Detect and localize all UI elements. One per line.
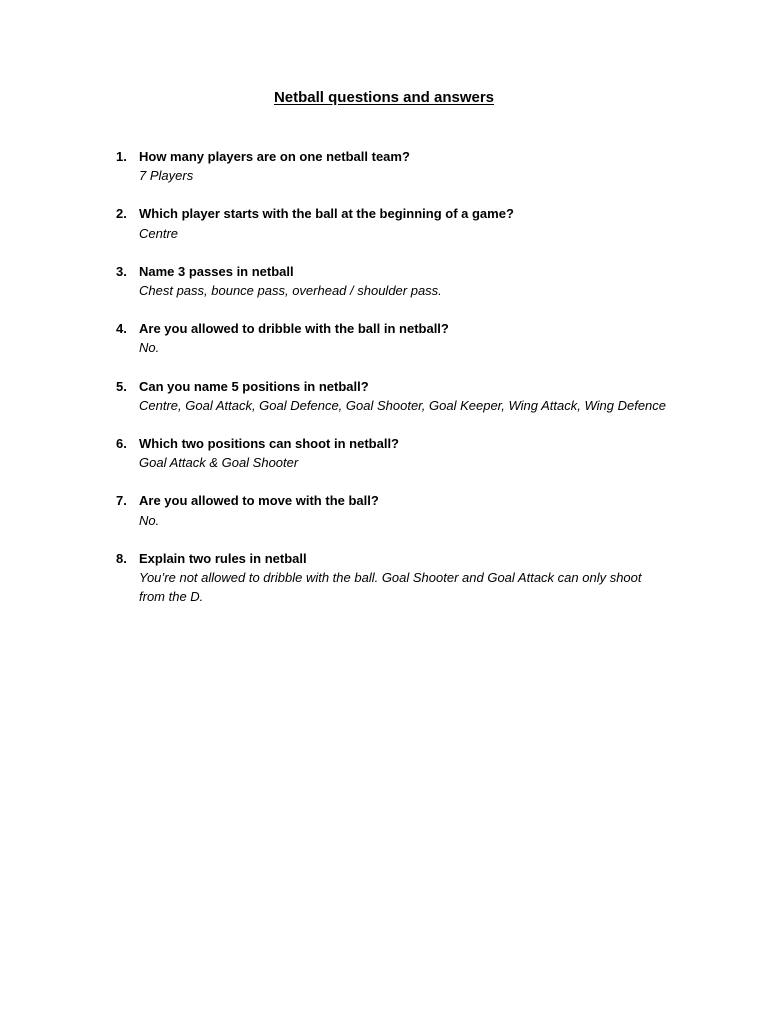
question-list	[108, 147, 668, 625]
page-title: Netball questions and answers	[273, 89, 495, 106]
answer-text: 7 Players	[139, 168, 194, 184]
list-item	[108, 377, 668, 415]
question-text: Which two positions can shoot in netball?	[139, 436, 399, 452]
question-text: Are you allowed to dribble with the ball in netball?	[139, 321, 449, 337]
answer-text: You’re not allowed to dribble with the ball. Goal Shooter and Goal Attack can only shoot from the D.	[139, 570, 642, 605]
answer-text: Centre, Goal Attack, Goal Defence, Goal Shooter, Goal Keeper, Wing Attack, Wing Defence	[139, 397, 667, 413]
list-item	[108, 549, 668, 607]
item-number: 6.	[116, 436, 127, 452]
answer-text: Centre	[139, 225, 179, 241]
question-text: Which player starts with the ball at the beginning of a game?	[139, 206, 514, 222]
question-text: Name 3 passes in netball	[139, 263, 294, 279]
item-number: 3.	[116, 263, 127, 279]
item-number: 8.	[116, 550, 127, 566]
list-item	[108, 262, 668, 300]
question-text: How many players are on one netball team?	[139, 149, 410, 164]
answer-text: Chest pass, bounce pass, overhead / shoulder pass.	[139, 283, 442, 299]
item-number: 4.	[116, 321, 127, 337]
question-text: Can you name 5 positions in netball?	[139, 378, 369, 394]
item-number: 1.	[116, 149, 127, 164]
item-number: 7.	[116, 493, 127, 509]
answer-text: Goal Attack & Goal Shooter	[139, 455, 299, 471]
list-item	[108, 204, 668, 242]
question-text: Are you allowed to move with the ball?	[139, 493, 379, 509]
answer-text: No.	[139, 512, 160, 528]
item-number: 5.	[116, 378, 127, 394]
list-item	[108, 491, 668, 529]
list-item	[108, 434, 668, 472]
answer-text: No.	[139, 340, 160, 356]
list-item	[108, 147, 668, 185]
question-text: Explain two rules in netball	[139, 550, 307, 566]
list-item	[108, 319, 668, 357]
item-number: 2.	[116, 206, 127, 222]
